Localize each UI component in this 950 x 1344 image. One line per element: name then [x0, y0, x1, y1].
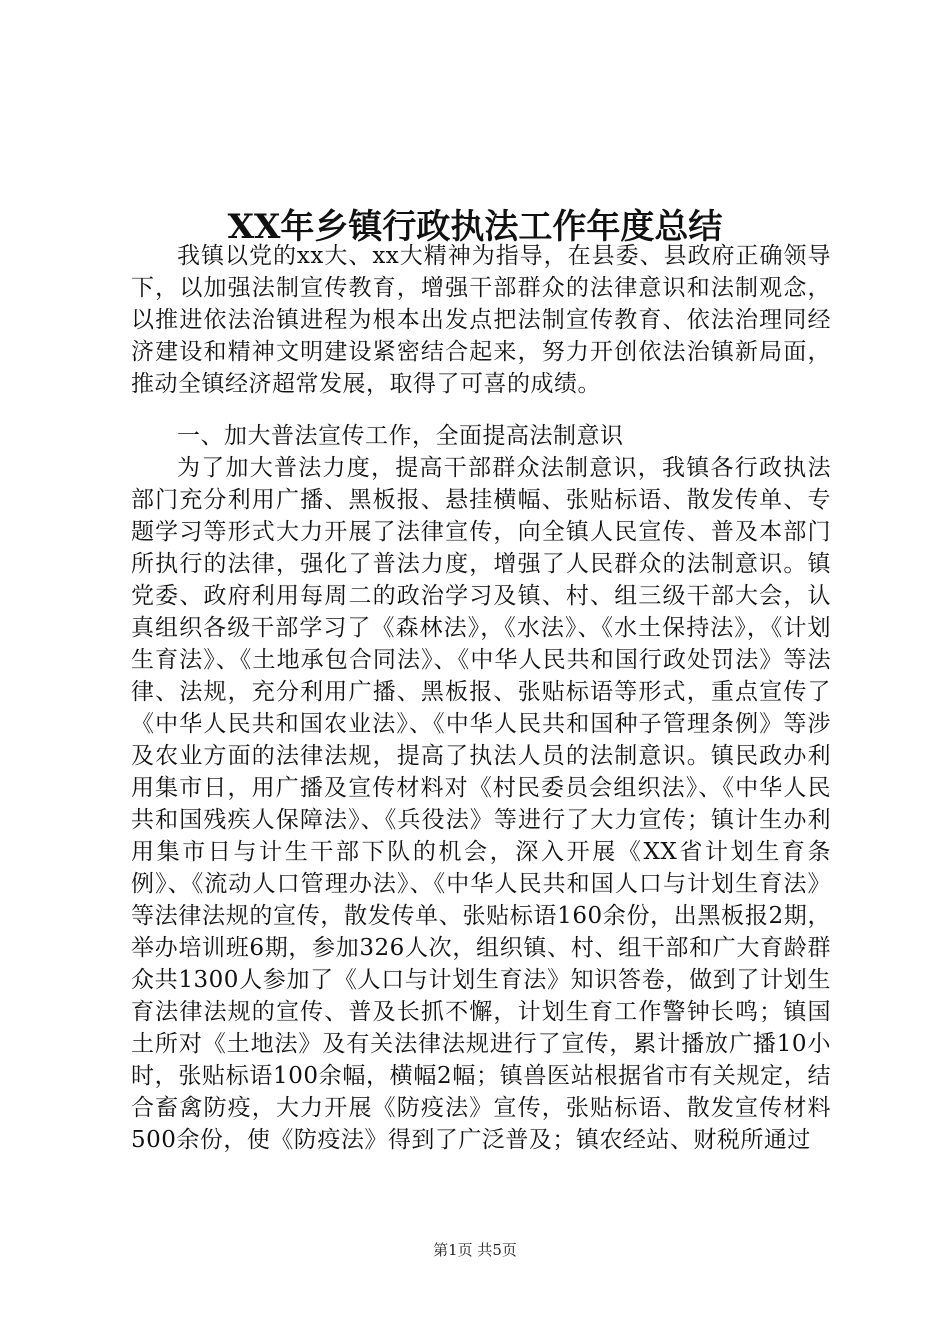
section-heading: 一、加大普法宣传工作，全面提高法制意识 — [177, 423, 624, 449]
page-footer: 第1页 共5页 — [433, 1241, 517, 1259]
section-body-block — [131, 452, 831, 1156]
section-heading-block — [131, 420, 831, 452]
intro-paragraph: 我镇以党的xx大、xx大精神为指导，在县委、县政府正确领导下，以加强法制宣传教育，增强干部群众的法律意识和法制观念，以推进依法治镇进程为根本出发点把法制宣传教育、依法治理同经济建设和精神文明建设紧密结合起来，努力开创依法治镇新局面，推动全镇经济超常发展，取得了可喜的成绩。 — [131, 243, 831, 397]
intro-block — [131, 240, 831, 400]
section-body-paragraph: 为了加大普法力度，提高干部群众法制意识，我镇各行政执法部门充分利用广播、黑板报、悬挂横幅、张贴标语、散发传单、专题学习等形式大力开展了法律宣传，向全镇人民宣传、普及本部门所执行的法律，强化了普法力度，增强了人民群众的法制意识。镇党委、政府利用每周二的政治学习及镇、村、组三级干部大会，认真组织各级干部学习了《森林法》，《水法》、《水土保持法》，《计划生育法》、《土地承包合同法》、《中华人民共和国行政处罚法》等法律、法规，充分利用广播、黑板报、张贴标语等形式，重点宣传了《中华人民共和国农业法》、《中华人民共和国种子管理条例》等涉及农业方面的法律法规，提高了执法人员的法制意识。镇民政办利用集市日，用广播及宣传材料对《村民委员会组织法》、《中华人民共和国残疾人保障法》、《兵役法》等进行了大力宣传；镇计生办利用集市日与计生干部下队的机会，深入开展《XX省计划生育条例》、《流动人口管理办法》、《中华人民共和国人口与计划生育法》等法律法规的宣传，散发传单、张贴标语160余份，出黑板报2期，举办培训班6期，参加326人次，组织镇、村、组干部和广大育龄群众共1300人参加了《人口与计划生育法》知识答卷，做到了计划生育法律法规的宣传、普及长抓不懈，计划生育工作警钟长鸣；镇国土所对《土地法》及有关法律法规进行了宣传，累计播放广播10小时，张贴标语100余幅，横幅2幅；镇兽医站根据省市有关规定，结合畜禽防疫，大力开展《防疫法》宣传，张贴标语、散发宣传材料500余份，使《防疫法》得到了广泛普及；镇农经站、财税所通过 — [131, 455, 831, 1153]
document-title: XX年乡镇行政执法工作年度总结 — [227, 206, 723, 247]
